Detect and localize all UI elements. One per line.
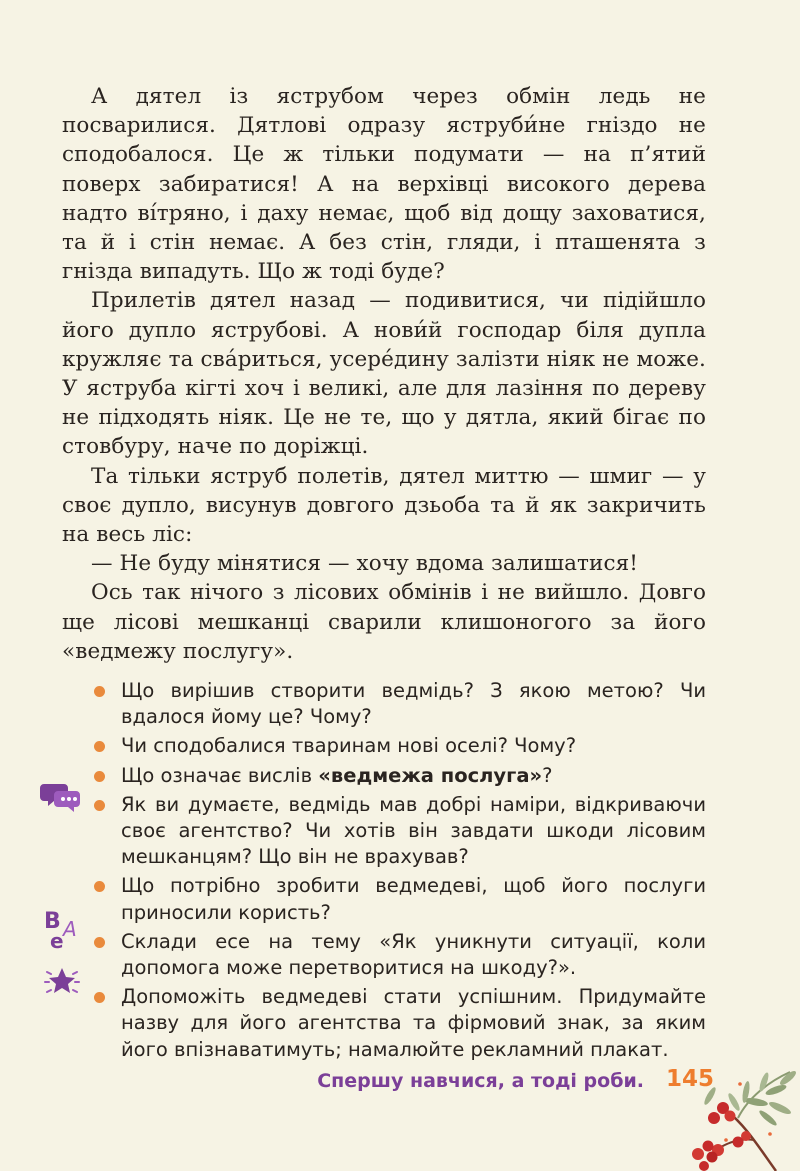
letter-a-glyph: А xyxy=(63,917,77,941)
question-item xyxy=(0,873,706,925)
question-text-end: ? xyxy=(542,763,553,787)
question-text: Склади есе на тему «Як уникнути ситуації, коли допомога може перетворитися на шкоду?». xyxy=(121,929,706,980)
story-paragraph: Прилетів дятел назад — подивитися, чи підійшло його дупло яструбові. А нови́й господар біля дупла кружляє та сва́риться, усере́дину залізти ніяк не може. У яструба кігті хоч і великі, але для лазіння по дереву не підходять ніяк. Це не те, що у дятла, який бігає по стовбуру, наче по доріжці. xyxy=(62,288,706,460)
question-item xyxy=(0,763,706,789)
letter-e-glyph: е xyxy=(50,929,64,950)
star-sparkle-icon xyxy=(42,962,82,998)
running-footer-title: Спершу навчися, а тоді роби. xyxy=(317,1070,644,1092)
bullet-dot xyxy=(94,771,105,782)
story-paragraph: А дятел із яструбом через обмін ледь не посварилися. Дятлові одразу яструби́не гніздо не сподобалося. Це ж тільки подумати — на п’ятий поверх забиратися! А на верхівці високого дерева надто ві́трянo, і даху немає, щоб від дощу заховатися, та й і стін немає. А без стін, гляди, і пташенята з гнізда випадуть. Що ж тоді буде? xyxy=(62,84,706,285)
story-paragraph: — Не буду мінятися — хочу вдома залишатися! xyxy=(91,551,638,577)
story-paragraph: Та тільки яструб полетів, дятел миттю — шмиг — у своє дупло, висунув довгого дзьоба та й як закричить на весь ліс: xyxy=(62,463,706,548)
question-item xyxy=(0,929,706,981)
question-text: Що вирішив створити ведмідь? З якою метою? Чи вдалося йому це? Чому? xyxy=(121,679,706,729)
story-text xyxy=(62,82,706,666)
question-text-start: Що означає вислів xyxy=(121,763,319,787)
question-emphasis: «ведмежа послуга» xyxy=(318,763,543,787)
speech-bubbles-icon xyxy=(40,780,82,812)
bullet-dot xyxy=(94,741,105,752)
question-item xyxy=(0,984,706,1063)
letters-icon xyxy=(44,906,84,950)
question-text: Як ви думаєте, ведмідь мав добрі наміри, відкриваючи своє агентство? Чи хотів він завдати шкоди лісовим мешканцям? Що він не врахував? xyxy=(121,792,706,869)
story-paragraph: Ось так нічого з лісових обмінів і не вийшло. Довго ще лісові мешканці сварили клишоногого за його «ведмежу послугу». xyxy=(62,580,706,664)
question-text: Допоможіть ведмедеві стати успішним. Придумайте назву для його агентства та фірмовий знак, за яким його впізнаватимуть; намалюйте рекламний плакат. xyxy=(121,985,706,1061)
page-number: 145 xyxy=(666,1066,715,1092)
question-text: Що потрібно зробити ведмедеві, щоб його послуги приносили користь? xyxy=(121,874,706,924)
question-text: Чи сподобалися тваринам нові оселі? Чому? xyxy=(121,734,577,758)
bullet-dot xyxy=(94,800,105,811)
questions-list xyxy=(0,678,800,1066)
bullet-dot xyxy=(94,937,105,948)
berry-branch-icon xyxy=(668,1058,800,1171)
question-item xyxy=(0,678,706,730)
bullet-dot xyxy=(94,686,105,697)
bullet-dot xyxy=(94,992,105,1003)
bullet-dot xyxy=(94,881,105,892)
letter-v-glyph: В xyxy=(44,909,61,934)
question-item xyxy=(0,733,706,759)
question-item xyxy=(0,792,706,871)
